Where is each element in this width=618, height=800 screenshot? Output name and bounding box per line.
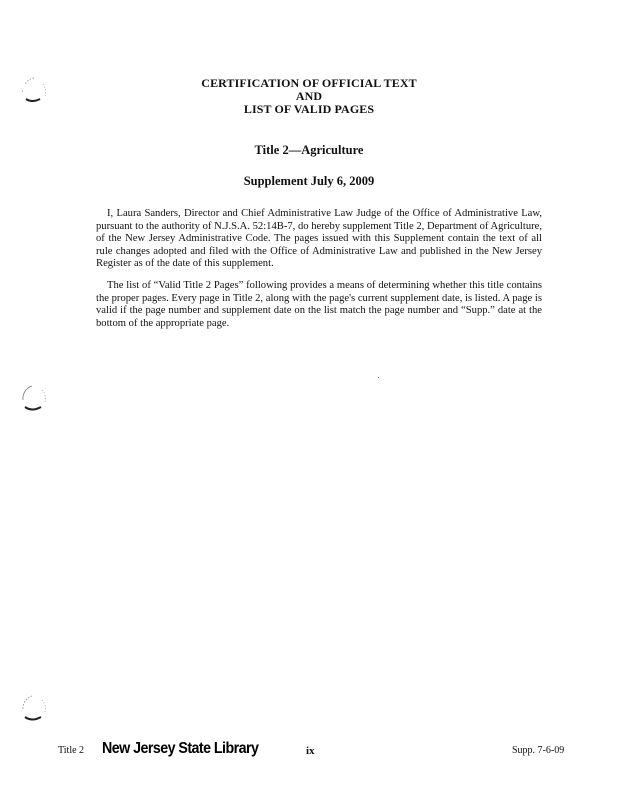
valid-pages-paragraph: The list of “Valid Title 2 Pages” following provides a means of determining whether this title contains the proper pages. Every page in Title 2, along with the page's current supplement date, is listed. A page is valid if the page number and supplement date on the list match the page number and “Supp.” date at the bottom of the appropriate page. [96,280,542,329]
supplement-date-heading: Supplement July 6, 2009 [243,174,375,188]
title-heading: Title 2—Agriculture [254,143,364,157]
scan-speck [378,377,379,378]
punch-hole-bottom-icon [18,690,50,730]
certification-heading: CERTIFICATION OF OFFICIAL TEXT [201,76,417,90]
heading-and: AND [295,89,323,103]
list-of-valid-pages-heading: LIST OF VALID PAGES [243,102,375,116]
page-number: ix [306,745,315,757]
footer-title: Title 2 [58,745,85,756]
certification-paragraph: I, Laura Sanders, Director and Chief Administrative Law Judge of the Office of Administrative Law, pursuant to the authority of N.J.S.A. 52:14B-7, do hereby supplement Title 2, Department of Agriculture, of the New Jersey Administrative Code. The pages issued with this Supplement contain the text of all rule changes adopted and filed with the Office of Administrative Law and published in the New Jersey Register as of the date of this supplement. [96,208,542,270]
library-stamp: New Jersey State Library [102,740,259,757]
punch-hole-middle-icon [18,380,50,420]
supplement-date-footer: Supp. 7-6-09 [512,745,565,756]
